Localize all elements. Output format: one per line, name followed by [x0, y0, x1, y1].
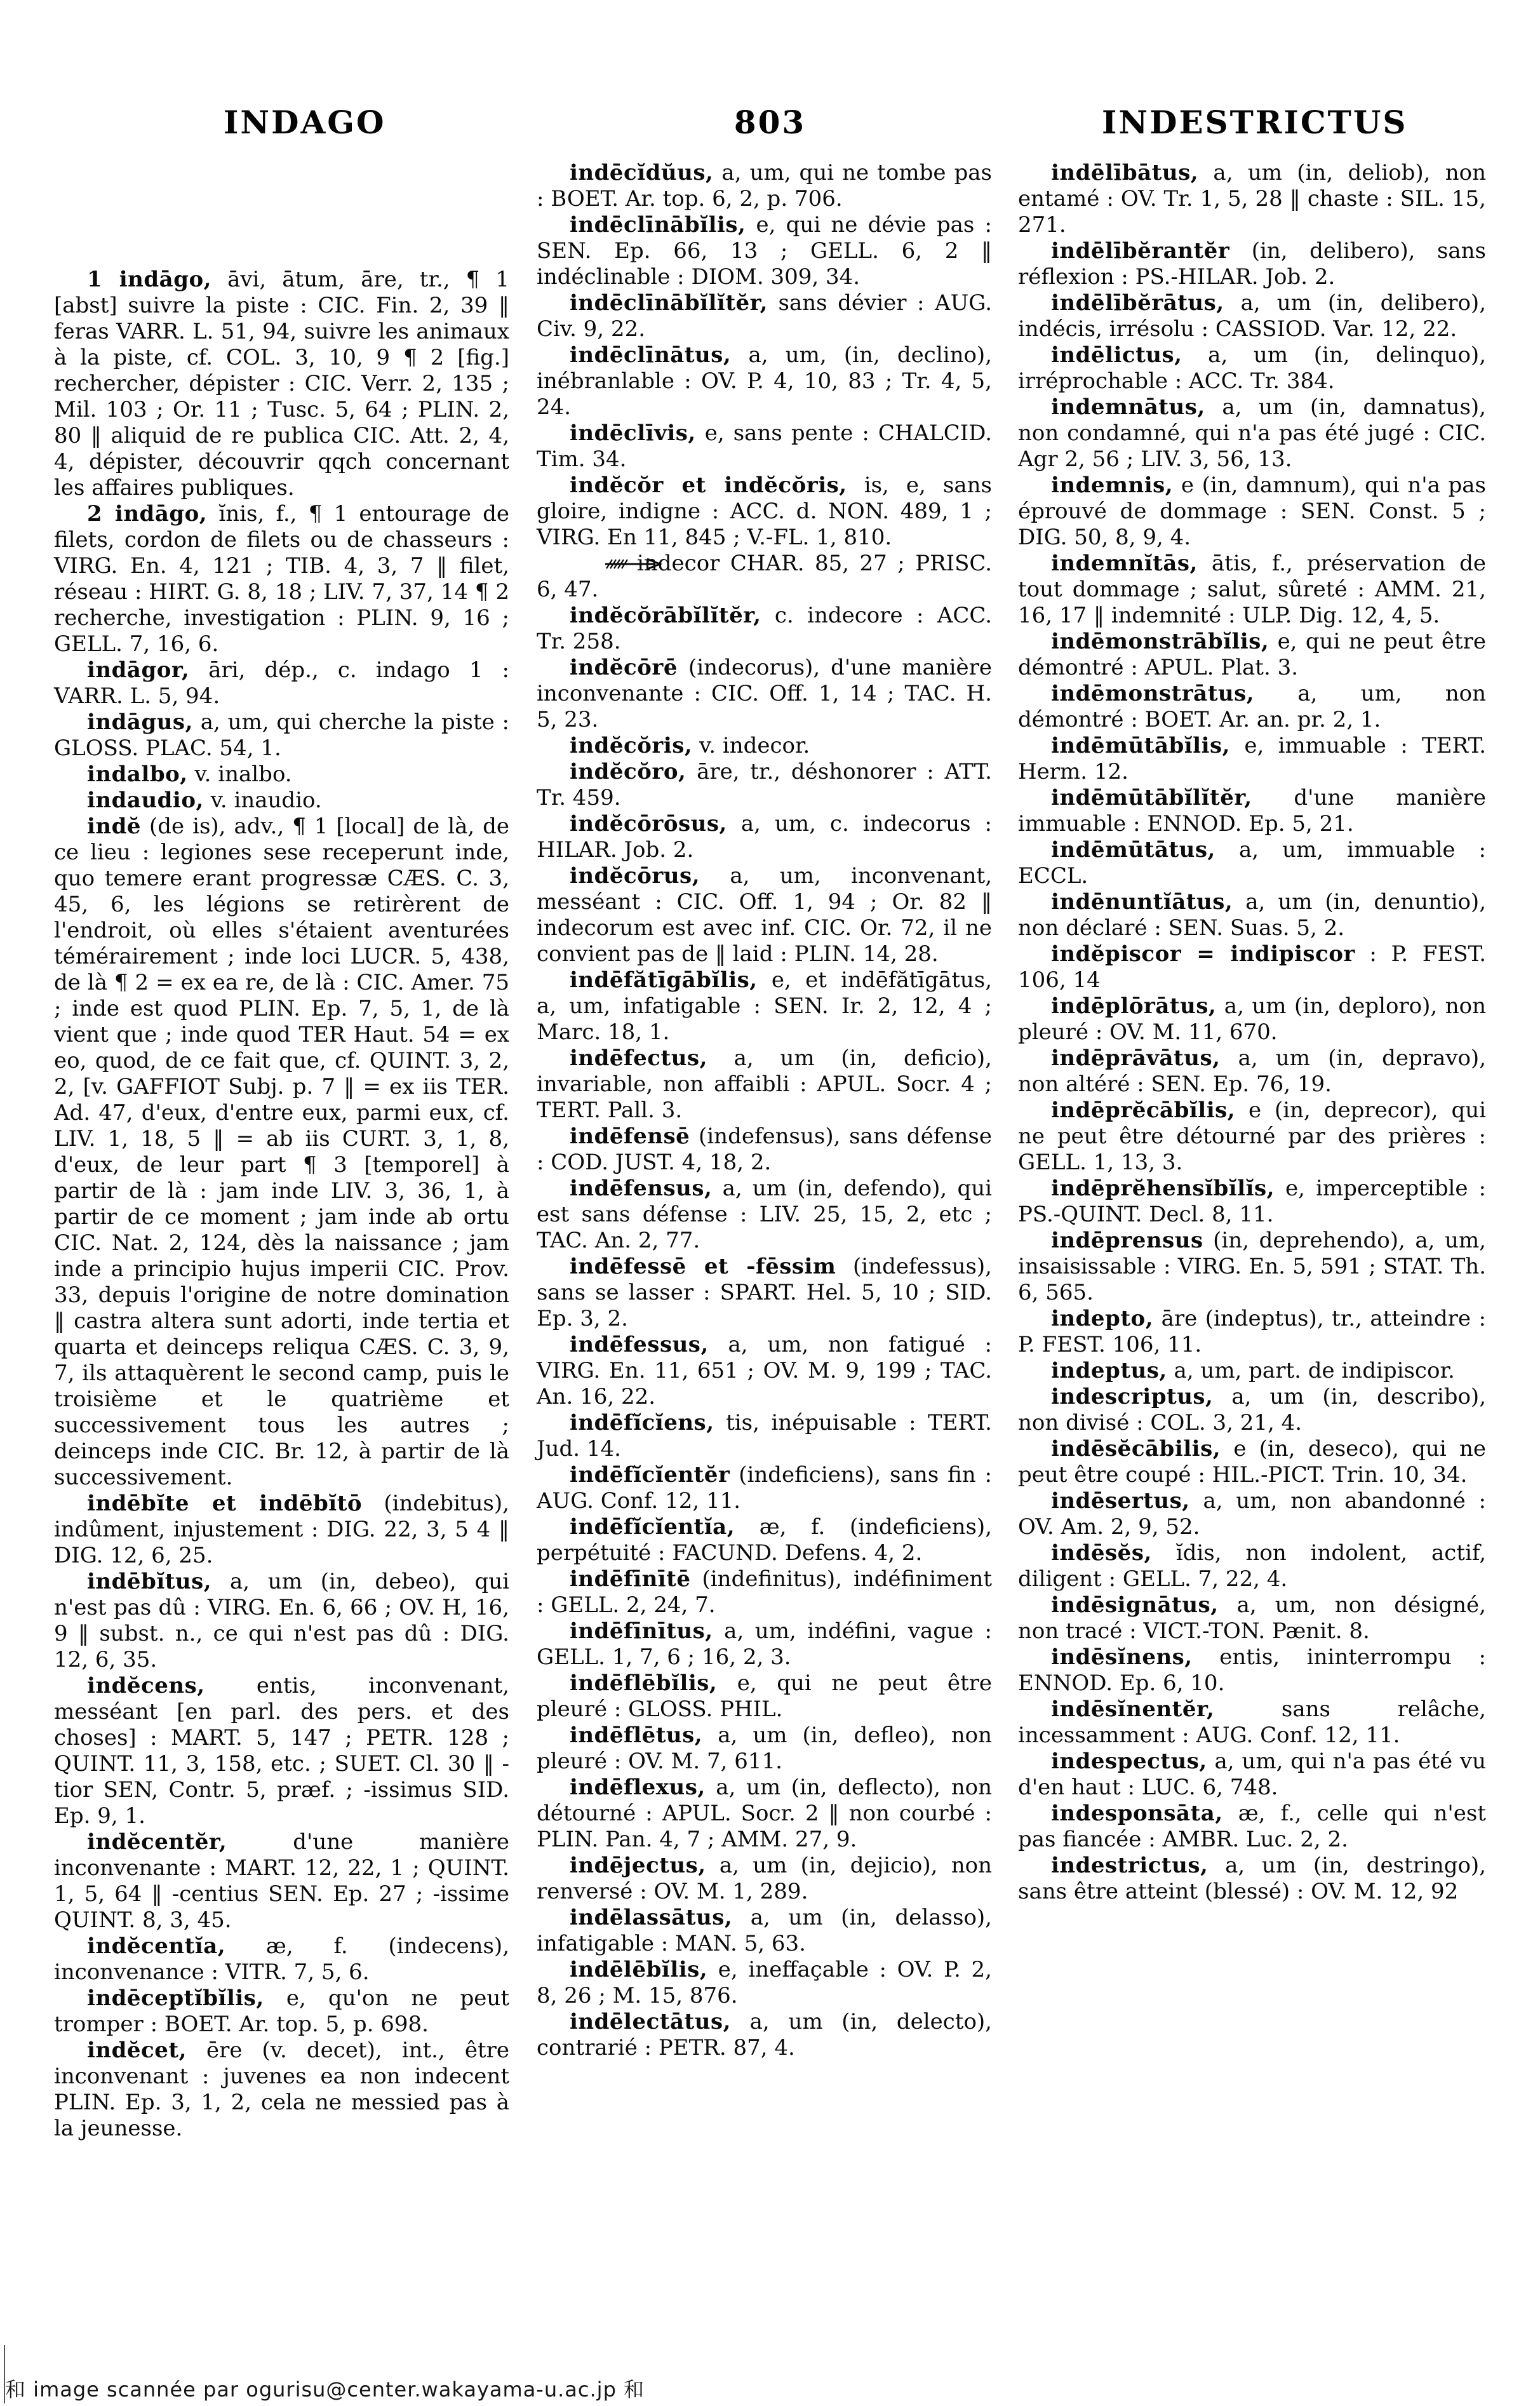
dictionary-entry: indĕcōrōsus, a, um, c. indecorus : HILAR. Job. 2. — [537, 811, 993, 863]
headword: indemnis, — [1051, 473, 1174, 498]
headword: indespectus, — [1051, 1749, 1207, 1774]
dictionary-entry: indĕ (de is), adv., ¶ 1 [local] de là, de ce lieu : legiones sese receperunt inde, quo temere erant progressæ CÆS. C. 3, 45, 6, les légions se retirèrent de l'endroit, où elles s'étaient aventurées témérairement ; inde loci LUCR. 5, 438, de là ¶ 2 = ex ea re, de là : CIC. Amer. 75 ; inde est quod PLIN. Ep. 7, 5, 1, de là vient que ; inde quod TER Haut. 54 = ex eo, quod, de ce fait que, cf. QUINT. 3, 2, 2, [v. GAFFIOT Subj. p. 7 ‖ = ex iis TER. Ad. 47, d'eux, d'entre eux, parmi eux, cf. LIV. 1, 18, 5 ‖ = ab iis CURT. 3, 1, 8, d'eux, de leur part ¶ 3 [temporel] à partir de là : jam inde LIV. 3, 36, 1, à partir de ce moment ; jam inde ab ortu CIC. Nat. 2, 124, dès la naissance ; jam inde a principio hujus imperii CIC. Prov. 33, depuis l'origine de notre domination ‖ castra altera sunt adorti, inde tertia et quarta et deinceps reliqua CÆS. C. 3, 9, 7, ils attaquèrent le second camp, puis le troisième et le quatrième et successivement tous les autres ; deinceps inde CIC. Br. 12, à partir de là successivement. — [54, 814, 509, 1490]
dictionary-entry: indēclīnātus, a, um, (in, declino), inébranlable : OV. P. 4, 10, 83 ; Tr. 4, 5, 24. — [537, 342, 993, 420]
dictionary-entry: indaudio, v. inaudio. — [87, 788, 322, 813]
headword: indĕcens, — [87, 1673, 205, 1698]
headword: indēbĭtus, — [87, 1569, 212, 1594]
headword: indēfensus, — [570, 1176, 713, 1201]
column-right — [1018, 160, 1486, 1905]
dictionary-entry: indēmonstrābĭlis, e, qui ne peut être démontré : APUL. Plat. 3. — [1018, 629, 1486, 680]
headword: indeptus, — [1051, 1358, 1167, 1383]
column-left — [54, 267, 509, 2142]
running-head-left: INDAGO — [224, 104, 386, 141]
dictionary-entry: indēcĭdŭus, a, um, qui ne tombe pas : BOET. Ar. top. 6, 2, p. 706. — [537, 160, 993, 212]
dictionary-entry: indēclīnābĭlĭtĕr, sans dévier : AUG. Civ. 9, 22. — [537, 290, 993, 342]
dictionary-entry: indescriptus, a, um (in, describo), non divisé : COL. 3, 21, 4. — [1018, 1384, 1486, 1435]
dictionary-entry: indĕcens, entis, inconvenant, messéant [en parl. des pers. et des choses] : MART. 5, 147 ; PETR. 128 ; QUINT. 11, 3, 158, etc. ; SUET. Cl. 30 ‖ -tior SEN, Contr. 5, præf. ; -issimus SID. Ep. 9, 1. — [54, 1673, 509, 1829]
dictionary-entry: indēmūtābĭlis, e, immuable : TERT. Herm. 12. — [1018, 733, 1486, 784]
headword: indēmūtātus, — [1051, 837, 1215, 863]
dictionary-entry: indēnuntĭātus, a, um (in, denuntio), non déclaré : SEN. Suas. 5, 2. — [1018, 889, 1487, 941]
dictionary-entry: indēclīvis, e, sans pente : CHALCID. Tim. 34. — [537, 420, 992, 472]
dictionary-entry: indēlībātus, a, um (in, deliob), non entamé : OV. Tr. 1, 5, 28 ‖ chaste : SIL. 15, 271. — [1018, 160, 1486, 238]
dictionary-entry: indēlībĕrantĕr (in, delibero), sans réflexion : PS.-HILAR. Job. 2. — [1018, 238, 1486, 290]
dictionary-entry: indēflexus, a, um (in, deflecto), non détourné : APUL. Socr. 2 ‖ non courbé : PLIN. Pan. 4, 7 ; AMM. 27, 9. — [537, 1775, 992, 1852]
headword: indēlībĕrātus, — [1051, 290, 1224, 316]
dictionary-entry: indĕcŏr et indĕcŏris, is, e, sans gloire, indigne : ACC. d. NON. 489, 1 ; VIRG. En 11, 845 ; V.-FL. 1, 810. — [537, 473, 993, 550]
dictionary-entry: indēsertus, a, um, non abandonné : OV. Am. 2, 9, 52. — [1018, 1488, 1487, 1540]
headword: indĕcōrus, — [570, 863, 700, 889]
headword: indĕcŏr et indĕcŏris, — [570, 473, 847, 498]
dictionary-entry: indalbo, v. inalbo. — [87, 762, 292, 787]
column-middle — [537, 160, 992, 2061]
dictionary-entry: indēbĭte et indēbĭtō (indebitus), indûment, injustement : DIG. 22, 3, 5 4 ‖ DIG. 12, 6, 25. — [54, 1491, 509, 1568]
dictionary-entry: indemnĭtās, ātis, f., préservation de tout dommage ; salut, sûreté : AMM. 21, 16, 17 ‖ indemnité : ULP. Dig. 12, 4, 5. — [1018, 551, 1487, 628]
dictionary-entry: indēprāvātus, a, um (in, depravo), non altéré : SEN. Ep. 76, 19. — [1018, 1045, 1486, 1097]
dictionary-entry: indĕcet, ēre (v. decet), int., être inconvenant : juvenes ea non indecent PLIN. Ep. 3, 1, 2, cela ne messied pas à la jeunesse. — [54, 2038, 510, 2141]
dictionary-entry: indēfĭcĭentĭa, æ, f. (indeficiens), perpétuité : FACUND. Defens. 4, 2. — [537, 1514, 992, 1566]
dictionary-entry: indēlectātus, a, um (in, delecto), contrarié : PETR. 87, 4. — [537, 2009, 992, 2060]
dictionary-entry: indēsignātus, a, um, non désigné, non tracé : VICT.-TON. Pænit. 8. — [1018, 1592, 1486, 1644]
dictionary-entry: indēfectus, a, um (in, deficio), invariable, non affaibli : APUL. Socr. 4 ; TERT. Pall. 3. — [537, 1045, 992, 1123]
headword: indēfessus, — [570, 1332, 709, 1357]
headword: indēflēbĭlis, — [570, 1670, 718, 1696]
headword: indēlictus, — [1051, 342, 1182, 368]
headword: indēclīvis, — [570, 420, 696, 446]
headword: indēlēbĭlis, — [570, 1957, 708, 1982]
dictionary-entry: indēprĕcābĭlis, e (in, deprecor), qui ne peut être détourné par des prières : GELL. 1, 13, 3. — [1018, 1098, 1486, 1175]
dictionary-entry: indēmūtātus, a, um, immuable : ECCL. — [1018, 837, 1486, 889]
headword: indēprĕhensĭbĭlĭs, — [1051, 1176, 1275, 1201]
headword: indaudio, — [87, 788, 204, 813]
dictionary-entry: indĕpiscor = indipiscor : P. FEST. 106, 14 — [1018, 941, 1486, 993]
dictionary-entry: indēsĕcābilis, e (in, deseco), qui ne peut être coupé : HIL.-PICT. Trin. 10, 34. — [1018, 1436, 1486, 1488]
dictionary-entry: indēceptĭbĭlis, e, qu'on ne peut tromper : BOET. Ar. top. 5, p. 698. — [54, 1986, 509, 2037]
headword: indēflētus, — [570, 1723, 703, 1748]
dictionary-entry: indĕcŏrābĭlĭtĕr, c. indecore : ACC. Tr. 258. — [537, 603, 992, 654]
dictionary-entry: indĕcōrus, a, um, inconvenant, messéant : CIC. Off. 1, 94 ; Or. 82 ‖ indecorum est avec inf. CIC. Or. 72, il ne convient pas de ‖ laid : PLIN. 14, 28. — [537, 863, 992, 967]
headword: indēsĕs, — [1051, 1540, 1152, 1566]
headword: indĕcŏro, — [570, 759, 686, 784]
headword: indēfessē et -fēssim — [570, 1254, 836, 1279]
headword: indĕ — [87, 814, 142, 839]
variant-arrow-icon — [570, 552, 631, 567]
headword: indēclīnātus, — [570, 342, 732, 368]
headword: indēlassātus, — [570, 1905, 733, 1930]
headword: indēfensē — [570, 1124, 690, 1149]
headword: indēlectātus, — [570, 2009, 731, 2034]
headword: indēfīnītus, — [570, 1618, 713, 1644]
dictionary-entry: indēfessē et -fēssim (indefessus), sans se lasser : SPART. Hel. 5, 10 ; SID. Ep. 3, 2. — [537, 1254, 992, 1331]
headword: indesponsāta, — [1051, 1801, 1223, 1826]
dictionary-entry: indēlictus, a, um (in, delinquo), irréprochable : ACC. Tr. 384. — [1018, 342, 1487, 394]
dictionary-entry: indēsĕs, ĭdis, non indolent, actif, diligent : GELL. 7, 22, 4. — [1018, 1540, 1487, 1592]
headword: indēsignātus, — [1051, 1592, 1219, 1618]
headword: indĕcōrē — [570, 655, 678, 680]
headword: indēmonstrābĭlis, — [1051, 629, 1269, 654]
headword: indemnātus, — [1051, 394, 1205, 420]
dictionary-entry: indestrictus, a, um (in, destringo), sans être atteint (blessé) : OV. M. 12, 92 — [1018, 1853, 1487, 1904]
dictionary-entry: indĕcentĕr, d'une manière inconvenante : MART. 12, 22, 1 ; QUINT. 1, 5, 64 ‖ -centius SEN. Ep. 27 ; -issime QUINT. 8, 3, 45. — [54, 1829, 509, 1933]
headword: indēlībĕrantĕr — [1051, 238, 1230, 264]
headword: indēprensus — [1051, 1228, 1203, 1253]
headword: indescriptus, — [1051, 1384, 1214, 1409]
headword: indĕcŏrābĭlĭtĕr, — [570, 603, 761, 628]
headword: indēsĭnens, — [1051, 1644, 1193, 1670]
dictionary-entry: indĕcōrē (indecorus), d'une manière inconvenante : CIC. Off. 1, 14 ; TAC. H. 5, 23. — [537, 655, 992, 732]
dictionary-entry: indēsĭnens, entis, ininterrompu : ENNOD. Ep. 6, 10. — [1018, 1644, 1486, 1696]
headword: indĕcet, — [87, 2038, 187, 2063]
dictionary-entry: indēplōrātus, a, um (in, deploro), non pleuré : OV. M. 11, 670. — [1018, 993, 1487, 1045]
headword: indēceptĭbĭlis, — [87, 1986, 264, 2011]
scan-credit-line: 和 image scannée par ogurisu@center.wakayama-u.ac.jp 和 — [5, 2377, 645, 2402]
headword: indējectus, — [570, 1853, 706, 1878]
dictionary-entry: indēfīnītē (indefinitus), indéfiniment : GELL. 2, 24, 7. — [537, 1566, 992, 1618]
headword: indēprāvātus, — [1051, 1045, 1221, 1071]
headword: indĕcōrōsus, — [570, 811, 727, 837]
headword: indēsĕcābilis, — [1051, 1436, 1221, 1462]
dictionary-entry: indēprĕhensĭbĭlĭs, e, imperceptible : PS.-QUINT. Decl. 8, 11. — [1018, 1176, 1486, 1227]
dictionary-entry: indēfīnītus, a, um, indéfini, vague : GELL. 1, 7, 6 ; 16, 2, 3. — [537, 1618, 992, 1670]
dictionary-entry: indēmūtābĭlĭtĕr, d'une manière immuable : ENNOD. Ep. 5, 21. — [1018, 785, 1486, 837]
headword: indĕcentĕr, — [87, 1829, 227, 1855]
dictionary-entry: indēsĭnentĕr, sans relâche, incessamment : AUG. Conf. 12, 11. — [1018, 1697, 1486, 1748]
headword: indalbo, — [87, 762, 188, 787]
headword: indĕpiscor = indipiscor — [1051, 941, 1355, 967]
headword: indepto, — [1051, 1306, 1154, 1331]
dictionary-entry: indemnis, e (in, damnum), qui n'a pas éprouvé de dommage : SEN. Const. 5 ; DIG. 50, 8, 9, 4. — [1018, 473, 1487, 550]
dictionary-entry: indēfessus, a, um, non fatigué : VIRG. En. 11, 651 ; OV. M. 9, 199 ; TAC. An. 16, 22. — [537, 1332, 993, 1409]
headword: indēfĭcĭens, — [570, 1410, 714, 1435]
dictionary-entry: indemnātus, a, um (in, damnatus), non condamné, qui n'a pas été jugé : CIC. Agr 2, 56 ; LIV. 3, 56, 13. — [1018, 394, 1486, 472]
headword: indēclīnābĭlis, — [570, 212, 746, 238]
dictionary-entry: indēfensē (indefensus), sans défense : COD. JUST. 4, 18, 2. — [537, 1124, 992, 1175]
headword: indēfătīgābĭlis, — [570, 967, 758, 993]
dictionary-entry: indēfătīgābĭlis, e, et indēfătīgātus, a, um, infatigable : SEN. Ir. 2, 12, 4 ; Marc. 18, 1. — [537, 967, 993, 1045]
dictionary-entry: indēflēbĭlis, e, qui ne peut être pleuré : GLOSS. PHIL. — [537, 1670, 992, 1722]
dictionary-entry: indēprensus (in, deprehendo), a, um, insaisissable : VIRG. En. 5, 591 ; STAT. Th. 6, 565. — [1018, 1228, 1486, 1305]
headword: indēfīnītē — [570, 1566, 691, 1592]
dictionary-entry: indēmonstrātus, a, um, non démontré : BOET. Ar. an. pr. 2, 1. — [1018, 681, 1486, 732]
headword: indēfĭcĭentĕr — [570, 1462, 730, 1488]
dictionary-entry: indēlassātus, a, um (in, delasso), infatigable : MAN. 5, 63. — [537, 1905, 992, 1956]
headword: 1 indāgo, — [87, 267, 211, 292]
headword: indĕcŏris, — [570, 733, 693, 758]
dictionary-entry: indēlēbĭlis, e, ineffaçable : OV. P. 2, 8, 26 ; M. 15, 876. — [537, 1957, 992, 2008]
headword: indēmonstrātus, — [1051, 681, 1255, 706]
headword: indēplōrātus, — [1051, 993, 1217, 1019]
page-number: 803 — [733, 104, 807, 141]
dictionary-entry: indēfĭcĭens, tis, inépuisable : TERT. Jud. 14. — [537, 1410, 992, 1462]
headword: 2 indāgo, — [87, 501, 208, 527]
dictionary-entry: 1 indāgo, āvi, ātum, āre, tr., ¶ 1 [abst] suivre la piste : CIC. Fin. 2, 39 ‖ feras VARR. L. 51, 94, suivre les animaux à la piste, cf. COL. 3, 10, 9 ¶ 2 [fig.] rechercher, dépister : CIC. Verr. 2, 135 ; Mil. 103 ; Or. 11 ; Tusc. 5, 64 ; PLIN. 2, 80 ‖ aliquid de re publica CIC. Att. 2, 4, 4, dépister, découvrir qqch concernant les affaires publiques. — [54, 267, 509, 501]
headword: indĕcentĭa, — [87, 1933, 226, 1959]
dictionary-entry: indĕcentĭa, æ, f. (indecens), inconvenance : VITR. 7, 5, 6. — [54, 1933, 509, 1985]
dictionary-entry: indēclīnābĭlis, e, qui ne dévie pas : SEN. Ep. 66, 13 ; GELL. 6, 2 ‖ indéclinable : DIOM. 309, 34. — [537, 212, 992, 290]
dictionary-entry: indēfensus, a, um (in, defendo), qui est sans défense : LIV. 25, 15, 2, etc ; TAC. An. 2, 77. — [537, 1176, 992, 1253]
dictionary-entry: indespectus, a, um, qui n'a pas été vu d'en haut : LUC. 6, 748. — [1018, 1749, 1486, 1800]
headword: indēflexus, — [570, 1775, 706, 1800]
headword: indestrictus, — [1051, 1853, 1209, 1878]
headword: indēsĭnentĕr, — [1051, 1697, 1215, 1722]
headword: indēfectus, — [570, 1045, 707, 1071]
dictionary-entry: indĕcŏris, v. indecor. — [570, 733, 810, 758]
dictionary-entry: indēfĭcĭentĕr (indeficiens), sans fin : AUG. Conf. 12, 11. — [537, 1462, 992, 1514]
dictionary-entry: indĕcŏro, āre, tr., déshonorer : ATT. Tr. 459. — [537, 759, 992, 810]
dictionary-entry: indepto, āre (indeptus), tr., atteindre : P. FEST. 106, 11. — [1018, 1306, 1486, 1357]
dictionary-entry: indēbĭtus, a, um (in, debeo), qui n'est pas dû : VIRG. En. 6, 66 ; OV. H, 16, 9 ‖ subst. n., ce qui n'est pas dû : DIG. 12, 6, 35. — [54, 1569, 510, 1672]
dictionary-entry: indējectus, a, um (in, dejicio), non renversé : OV. M. 1, 289. — [537, 1853, 992, 1904]
dictionary-entry: indeptus, a, um, part. de indipiscor. — [1051, 1358, 1455, 1383]
dictionary-entry: indēflētus, a, um (in, defleo), non pleuré : OV. M. 7, 611. — [537, 1723, 993, 1774]
dictionary-entry: 2 indāgo, ĭnis, f., ¶ 1 entourage de filets, cordon de filets ou de chasseurs : VIRG. En. 4, 121 ; TIB. 4, 3, 7 ‖ filet, réseau : HIRT. G. 8, 18 ; LIV. 7, 37, 14 ¶ 2 recherche, investigation : PLIN. 9, 16 ; GELL. 7, 16, 6. — [54, 501, 509, 657]
dictionary-entry: indāgus, a, um, qui cherche la piste : GLOSS. PLAC. 54, 1. — [54, 709, 509, 761]
dictionary-entry: indēlībĕrātus, a, um (in, delibero), indécis, irrésolu : CASSIOD. Var. 12, 22. — [1018, 290, 1486, 342]
headword: indēlībātus, — [1051, 160, 1199, 185]
dictionary-entry: indāgor, āri, dép., c. indago 1 : VARR. L. 5, 94. — [54, 657, 509, 709]
headword: indēprĕcābĭlis, — [1051, 1098, 1236, 1123]
headword: indāgus, — [87, 709, 193, 735]
headword: indēmūtābĭlĭtĕr, — [1051, 785, 1252, 810]
headword: indēcĭdŭus, — [570, 160, 714, 185]
headword: indēmūtābĭlis, — [1051, 733, 1230, 758]
headword: indēbĭte et indēbĭtō — [87, 1491, 363, 1516]
headword: indēfĭcĭentĭa, — [570, 1514, 735, 1540]
headword: indemnĭtās, — [1051, 551, 1198, 576]
headword: indāgor, — [87, 657, 190, 683]
running-head-right: INDESTRICTUS — [1102, 104, 1408, 141]
headword: indēclīnābĭlĭtĕr, — [570, 290, 768, 316]
headword: indēsertus, — [1051, 1488, 1190, 1514]
headword: indēnuntĭātus, — [1051, 889, 1233, 915]
dictionary-entry: indesponsāta, æ, f., celle qui n'est pas fiancée : AMBR. Luc. 2, 2. — [1018, 1801, 1487, 1852]
dictionary-entry: indecor CHAR. 85, 27 ; PRISC. 6, 47. — [537, 551, 992, 602]
